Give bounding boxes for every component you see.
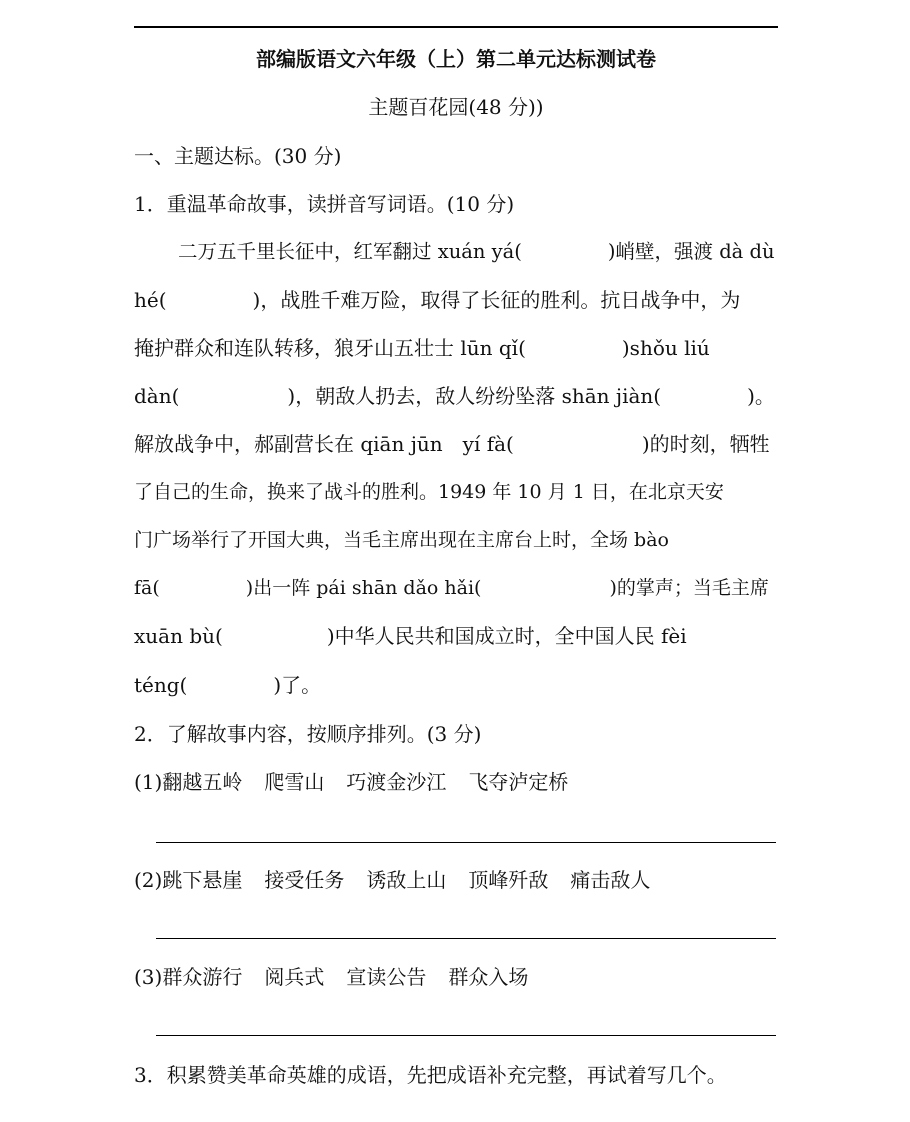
q2-group-3: [134, 962, 778, 992]
q1-line-8: [134, 573, 778, 603]
order-item: 痛击敌人: [570, 868, 651, 892]
q1-line-2: [134, 285, 778, 315]
order-item: 顶峰歼敌: [468, 868, 549, 892]
q1-line-4: [134, 381, 778, 411]
page-title: 部编版语文六年级（上）第二单元达标测试卷: [256, 47, 656, 71]
q1-text: )了。: [273, 673, 322, 697]
question-3-heading: 3．积累赞美革命英雄的成语，先把成语补充完整，再试着写几个。: [134, 1063, 727, 1087]
order-item: 群众入场: [448, 965, 529, 989]
answer-line-1[interactable]: [156, 842, 776, 843]
answer-line-2[interactable]: [156, 938, 776, 939]
q1-line-7: 门广场举行了开国大典，当毛主席出现在主席台上时，全场 bào: [134, 529, 669, 551]
q1-text: 解放战争中，郝副营长在 qiān jūn yí fà(: [134, 432, 514, 456]
q1-line-6: 了自己的生命，换来了战斗的胜利。1949 年 10 月 1 日，在北京天安: [134, 481, 724, 503]
q1-text: )峭壁，强渡 dà dù: [607, 240, 775, 263]
q1-line-1: [178, 237, 778, 267]
q2-group-2: [134, 865, 778, 895]
order-item: 翻越五岭: [162, 770, 243, 794]
question-1-heading: [134, 189, 778, 219]
section-heading: 一、主题达标。(30 分): [134, 144, 342, 168]
order-item: 诱敌上山: [366, 868, 447, 892]
q1-text: )shǒu liú: [621, 336, 710, 360]
q1-text: dàn(: [134, 384, 180, 408]
order-item: 接受任务: [264, 868, 345, 892]
q2-group-1: [134, 767, 778, 797]
question-1-text: 1．重温革命故事，读拼音写词语。(10 分): [134, 192, 515, 216]
question-2-heading: 2．了解故事内容，按顺序排列。(3 分): [134, 722, 482, 746]
order-item: 群众游行: [162, 965, 243, 989]
group-label: (2): [134, 868, 163, 892]
q1-text: 二万五千里长征中，红军翻过 xuán yá(: [178, 240, 522, 263]
q1-text: téng(: [134, 673, 188, 697]
group-label: (3): [134, 965, 163, 989]
page-subtitle: 主题百花园(48 分)): [368, 95, 544, 119]
q1-line-9: [134, 621, 778, 651]
top-rule: [134, 26, 778, 28]
q1-line-10: [134, 670, 778, 700]
q1-text: )的时刻，牺牲: [641, 432, 770, 456]
q1-text: xuān bù(: [134, 624, 223, 648]
q1-text: 掩护群众和连队转移，狼牙山五壮士 lūn qǐ(: [134, 336, 526, 360]
q1-text: )，战胜千难万险，取得了长征的胜利。抗日战争中，为: [252, 288, 741, 312]
answer-line-3[interactable]: [156, 1035, 776, 1036]
q1-text: )中华人民共和国成立时，全中国人民 fèi: [326, 624, 687, 648]
q1-text: hé(: [134, 288, 167, 312]
order-item: 宣读公告: [346, 965, 427, 989]
q1-line-5: [134, 429, 778, 459]
group-label: (1): [134, 770, 163, 794]
q1-text: )。: [747, 384, 775, 408]
q1-text: )的掌声；当毛主席: [609, 577, 769, 599]
q1-text: )，朝敌人扔去，敌人纷纷坠落 shān jiàn(: [287, 384, 662, 408]
order-item: 飞夺泸定桥: [468, 770, 569, 794]
order-item: 阅兵式: [264, 965, 325, 989]
q1-line-3: [134, 333, 778, 363]
q1-text: fā(: [134, 577, 160, 599]
order-item: 爬雪山: [264, 770, 325, 794]
order-item: 巧渡金沙江: [346, 770, 447, 794]
q1-text: )出一阵 pái shān dǎo hǎi(: [245, 577, 482, 599]
order-item: 跳下悬崖: [162, 868, 243, 892]
